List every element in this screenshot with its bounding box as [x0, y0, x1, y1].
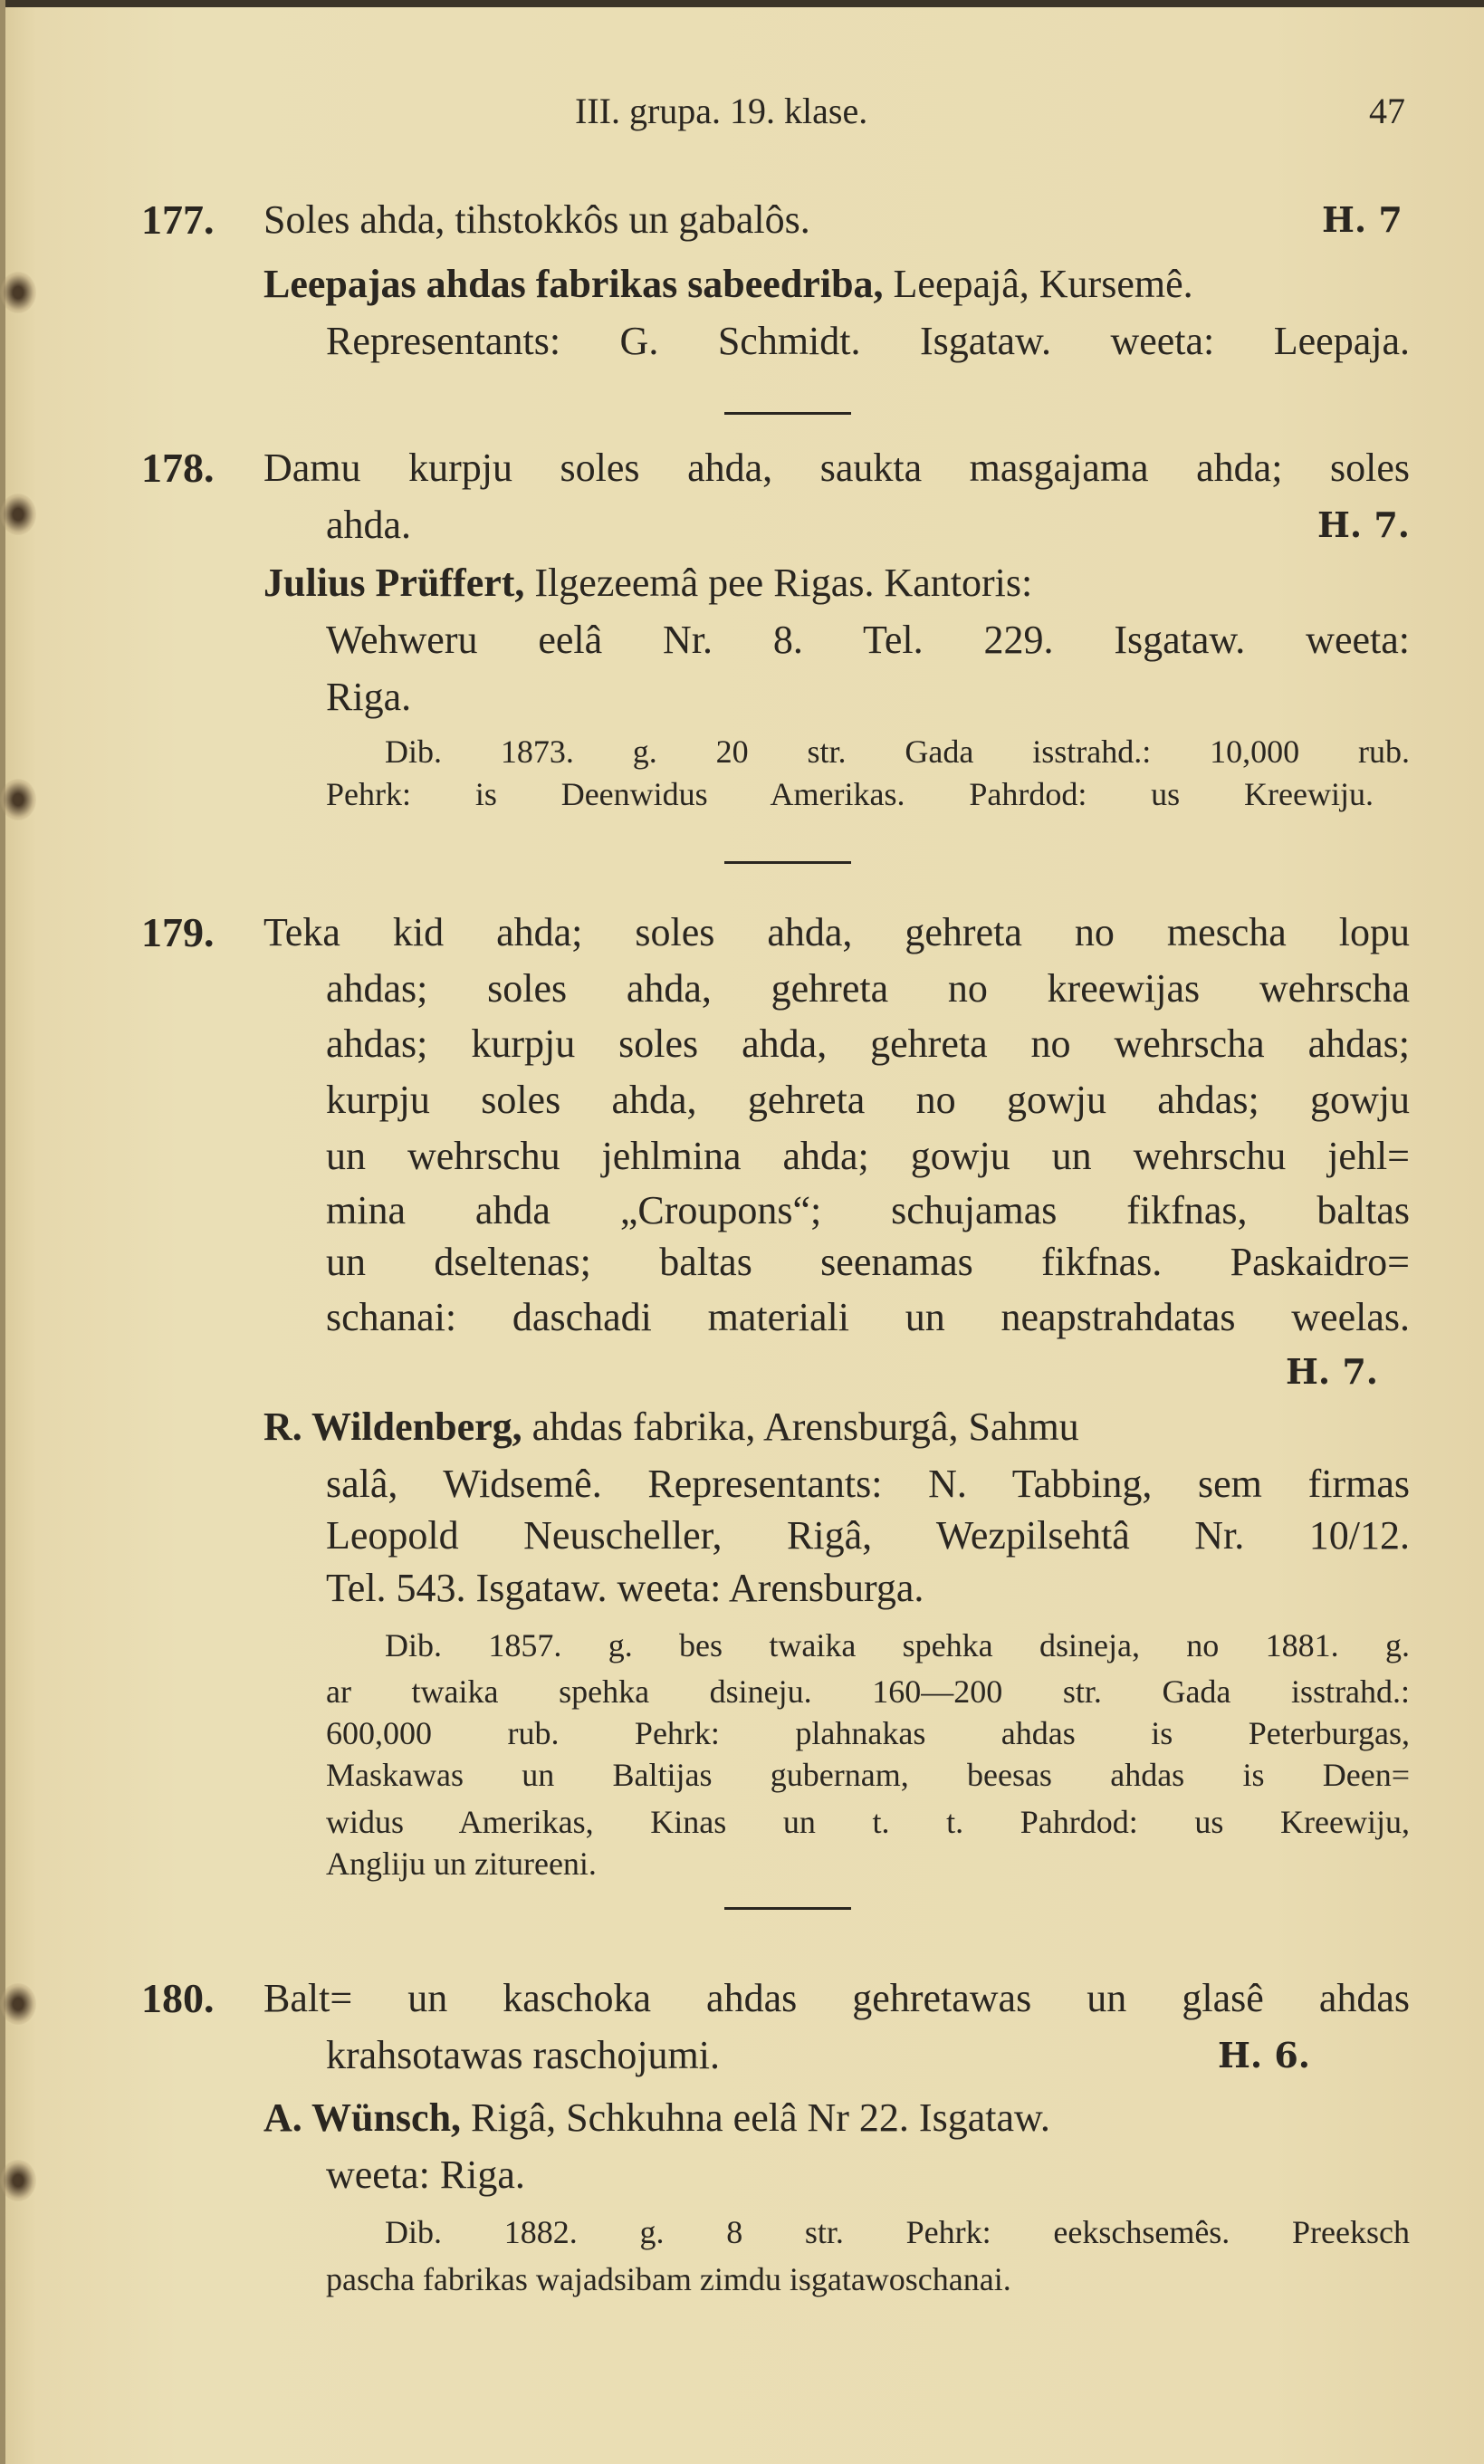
- exhibitor-name: Julius Prüffert,: [263, 561, 525, 605]
- exhibitor-location: Ilgezeemâ pee Rigas. Kantoris:: [524, 561, 1033, 605]
- note-line: pascha fabrikas wajadsibam zimdu isgatawoschanai.: [326, 2261, 1011, 2297]
- exhibitor-name: Leepajas ahdas fabrikas sabeedriba,: [263, 262, 884, 306]
- text-line: ahdas; soles ahda, gehreta no kreewijas wehrscha: [326, 966, 1410, 1011]
- exhibitor-location: ahdas fabrika, Arensburgâ, Sahmu: [522, 1405, 1079, 1449]
- text-line: schanai: daschadi materiali un neapstrahdatas weelas.: [326, 1295, 1410, 1339]
- page-number: 47: [1369, 91, 1405, 131]
- group-mark: H. 6.: [1218, 2035, 1311, 2076]
- binding-hole: [0, 1983, 36, 2025]
- note-line: Dib. 1873. g. 20 str. Gada isstrahd.: 10,000 rub.: [385, 733, 1410, 770]
- entry-number: 179.: [141, 909, 215, 955]
- entry-title: Teka kid ahda; soles ahda, gehreta no mescha lopu: [263, 910, 1410, 954]
- text-line: Tel. 543. Isgataw. weeta: Arensburga.: [326, 1566, 924, 1610]
- group-mark: H. 7.: [1317, 504, 1411, 545]
- text-line: un wehrschu jehlmina ahda; gowju un wehrschu jehl=: [326, 1134, 1410, 1178]
- exhibitor-location: Leepajâ, Kursemê.: [883, 262, 1193, 306]
- note-line: ar twaika spehka dsineju. 160—200 str. Gada isstrahd.:: [326, 1673, 1410, 1710]
- text-line: Leopold Neuscheller, Rigâ, Wezpilsehtâ Nr. 10/12.: [326, 1513, 1410, 1558]
- group-mark: H. 7.: [1286, 1351, 1379, 1392]
- text-line: mina ahda „Croupons“; schujamas fikfnas, baltas: [326, 1188, 1410, 1232]
- note-line: widus Amerikas, Kinas un t. t. Pahrdod: us Kreewiju,: [326, 1804, 1410, 1840]
- note-line: Angliju un zitureeni.: [326, 1846, 597, 1882]
- exhibitor-location: Rigâ, Schkuhna eelâ Nr 22. Isgataw.: [461, 2095, 1050, 2140]
- text-line: kurpju soles ahda, gehreta no gowju ahdas; gowju: [326, 1078, 1410, 1122]
- entry-number: 177.: [141, 197, 215, 243]
- entry-title-cont: ahda.: [326, 503, 412, 547]
- section-divider: [724, 412, 851, 415]
- text-line: un dseltenas; baltas seenamas fikfnas. Paskaidro=: [326, 1240, 1410, 1284]
- text-line: ahdas; kurpju soles ahda, gehreta no wehrscha ahdas;: [326, 1021, 1410, 1066]
- entry-title: Damu kurpju soles ahda, saukta masgajama ahda; soles: [263, 446, 1410, 490]
- note-line: 600,000 rub. Pehrk: plahnakas ahdas is Peterburgas,: [326, 1715, 1410, 1751]
- section-divider: [724, 1907, 851, 1910]
- entry-title: Soles ahda, tihstokkôs un gabalôs.: [263, 197, 810, 242]
- exhibitor-line: [263, 558, 1032, 609]
- text-line: salâ, Widsemê. Representants: N. Tabbing, sem firmas: [326, 1462, 1410, 1506]
- text-line: weeta: Riga.: [326, 2152, 525, 2197]
- note-line: Maskawas un Baltijas gubernam, beesas ahdas is Deen=: [326, 1757, 1410, 1793]
- binding-hole: [0, 2160, 36, 2201]
- group-mark: H. 7: [1322, 199, 1403, 240]
- entry-number: 180.: [141, 1975, 215, 2021]
- section-divider: [724, 861, 851, 864]
- text-line: Representants: G. Schmidt. Isgataw. weeta: Leepaja.: [326, 319, 1410, 363]
- note-line: Dib. 1857. g. bes twaika spehka dsineja, no 1881. g.: [385, 1627, 1410, 1663]
- note-line: Dib. 1882. g. 8 str. Pehrk: eekschsemês. Preeksch: [385, 2214, 1410, 2250]
- text-line: Riga.: [326, 675, 412, 719]
- exhibitor-line: [263, 259, 1410, 310]
- text-line: Wehweru eelâ Nr. 8. Tel. 229. Isgataw. weeta:: [326, 618, 1410, 662]
- page-left-edge: [0, 0, 5, 2464]
- binding-hole: [0, 779, 36, 820]
- running-title: III. grupa. 19. klase.: [575, 91, 868, 131]
- entry-title-cont: krahsotawas raschojumi.: [326, 2033, 720, 2077]
- binding-hole: [0, 494, 36, 535]
- entry-number: 178.: [141, 445, 215, 491]
- exhibitor-name: A. Wünsch,: [263, 2095, 462, 2140]
- exhibitor-name: R. Wildenberg,: [263, 1405, 522, 1449]
- note-line: Pehrk: is Deenwidus Amerikas. Pahrdod: us Kreewiju.: [326, 776, 1374, 812]
- page-top-edge: [0, 0, 1484, 7]
- binding-hole: [0, 272, 36, 313]
- exhibitor-line: [263, 1402, 1410, 1453]
- entry-title: Balt= un kaschoka ahdas gehretawas un glasê ahdas: [263, 1976, 1410, 2020]
- exhibitor-line: [263, 2093, 1410, 2143]
